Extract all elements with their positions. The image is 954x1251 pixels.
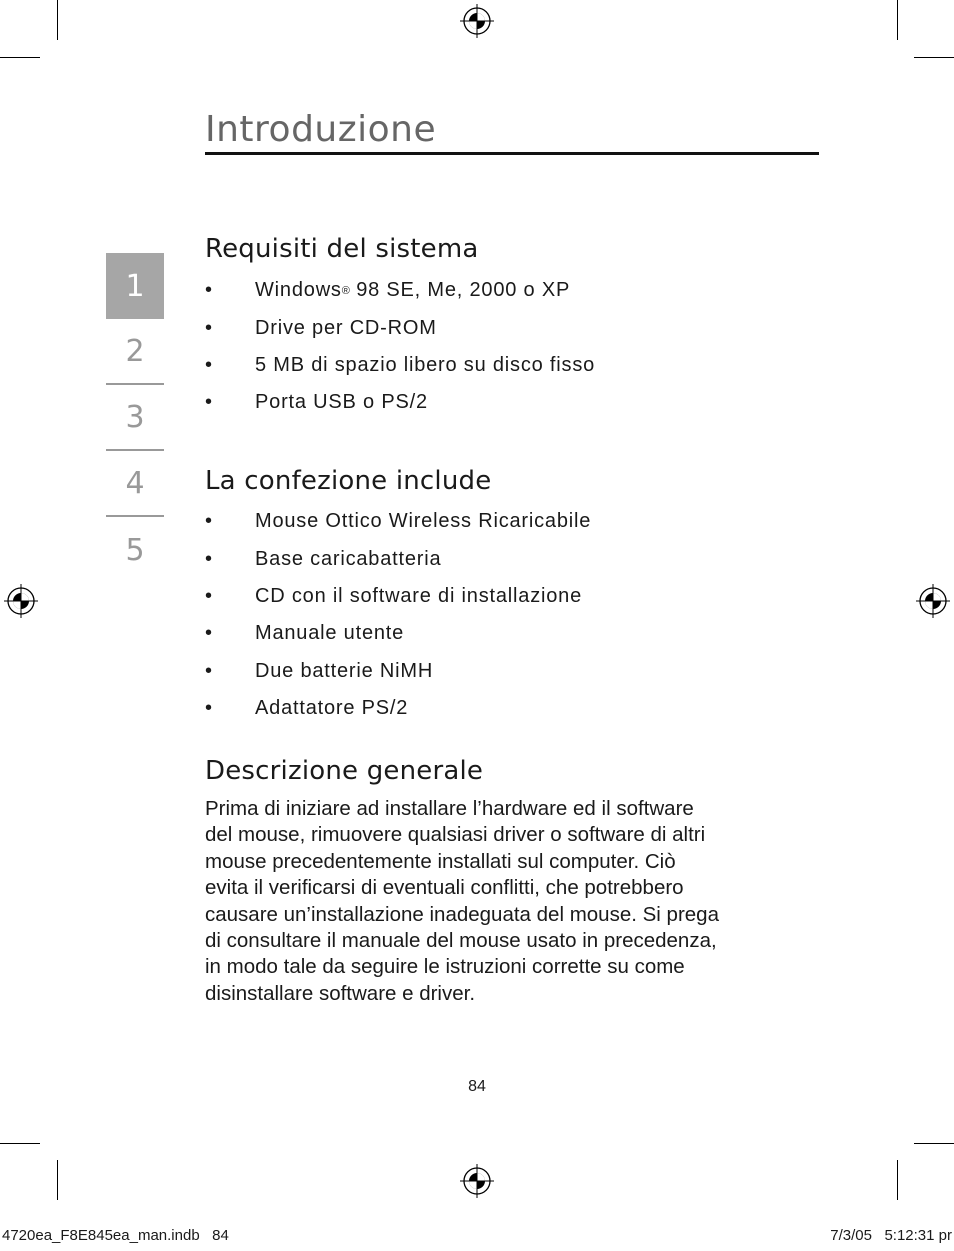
- overview-paragraph: [205, 796, 795, 1007]
- crop-mark: [0, 1143, 40, 1144]
- chapter-nav: [106, 253, 164, 583]
- list-item: [205, 272, 595, 309]
- crop-mark: [57, 0, 58, 40]
- list-item-text: Due batterie NiMH: [255, 659, 434, 682]
- list-item-text: Adattatore PS/2: [255, 697, 409, 720]
- paragraph-line: mouse precedentemente installati sul computer. Ciò: [205, 849, 676, 873]
- list-item-text: Base caricabatteria: [255, 547, 442, 570]
- registration-mark-icon: [4, 584, 38, 618]
- list-item: [205, 540, 591, 577]
- bullet: •: [205, 622, 213, 645]
- paragraph-line: Prima di iniziare ad installare l’hardware ed il software: [205, 797, 694, 820]
- print-slug-datetime: 7/3/05 5:12:31 pr: [830, 1227, 952, 1244]
- package-heading: La confezione include: [205, 466, 492, 496]
- crop-mark: [914, 57, 954, 58]
- list-item-text: Manuale utente: [255, 622, 405, 645]
- registration-mark-icon: [460, 4, 494, 38]
- list-item-text: CD con il software di installazione: [255, 584, 583, 607]
- bullet: •: [205, 547, 213, 570]
- list-item-text: Drive per CD-ROM: [255, 316, 437, 339]
- paragraph-line: disinstallare software e driver.: [205, 981, 476, 1005]
- paragraph-line: in modo tale da seguire le istruzioni corrette su come: [205, 955, 685, 979]
- overview-heading: Descrizione generale: [205, 756, 484, 786]
- paragraph-line: causare un’installazione inadeguata del mouse. Si prega: [205, 902, 719, 926]
- bullet: •: [205, 353, 213, 376]
- requirements-list: [205, 272, 595, 422]
- list-item: [205, 578, 591, 615]
- bullet: •: [205, 316, 213, 339]
- paragraph-line: di consultare il manuale del mouse usato in precedenza,: [205, 929, 717, 953]
- list-item-text: Mouse Ottico Wireless Ricaricabile: [255, 510, 592, 533]
- page-number: 84: [468, 1078, 486, 1095]
- list-item-text: Porta USB o PS/2: [255, 391, 428, 414]
- list-item-text: 98 SE, Me, 2000 o XP: [349, 279, 571, 302]
- paragraph-line: del mouse, rimuovere qualsiasi driver o software di altri: [205, 823, 706, 847]
- requirements-heading: Requisiti del sistema: [205, 234, 479, 264]
- list-item: [205, 384, 595, 421]
- list-item: [205, 347, 595, 384]
- page-title: Introduzione: [205, 109, 437, 150]
- title-rule: [205, 152, 819, 155]
- paragraph-line: evita il verificarsi di eventuali conflitti, che potrebbero: [205, 876, 684, 900]
- crop-mark: [897, 0, 898, 40]
- crop-mark: [57, 1160, 58, 1200]
- package-list: [205, 503, 591, 727]
- list-item: [205, 653, 591, 690]
- registration-mark-icon: [460, 1164, 494, 1198]
- list-item: [205, 615, 591, 652]
- chapter-tab-3[interactable]: 3: [106, 385, 164, 451]
- crop-mark: [914, 1143, 954, 1144]
- crop-mark: [897, 1160, 898, 1200]
- print-slug-file: 4720ea_F8E845ea_man.indb 84: [2, 1227, 229, 1244]
- bullet: •: [205, 391, 213, 414]
- chapter-tab-2[interactable]: 2: [106, 319, 164, 385]
- bullet: •: [205, 659, 213, 682]
- registration-mark-icon: [916, 584, 950, 618]
- list-item-text: 5 MB di spazio libero su disco fisso: [255, 353, 596, 376]
- list-item: [205, 503, 591, 540]
- bullet: •: [205, 510, 213, 533]
- list-item: [205, 309, 595, 346]
- chapter-tab-5[interactable]: 5: [125, 532, 145, 568]
- registered-mark: ®: [341, 284, 350, 297]
- chapter-tab-4[interactable]: 4: [106, 451, 164, 517]
- bullet: •: [205, 279, 213, 302]
- bullet: •: [205, 584, 213, 607]
- chapter-tab-1[interactable]: 1: [106, 253, 164, 319]
- list-item: [205, 690, 591, 727]
- crop-mark: [0, 57, 40, 58]
- list-item-text: Windows: [255, 279, 342, 302]
- bullet: •: [205, 697, 213, 720]
